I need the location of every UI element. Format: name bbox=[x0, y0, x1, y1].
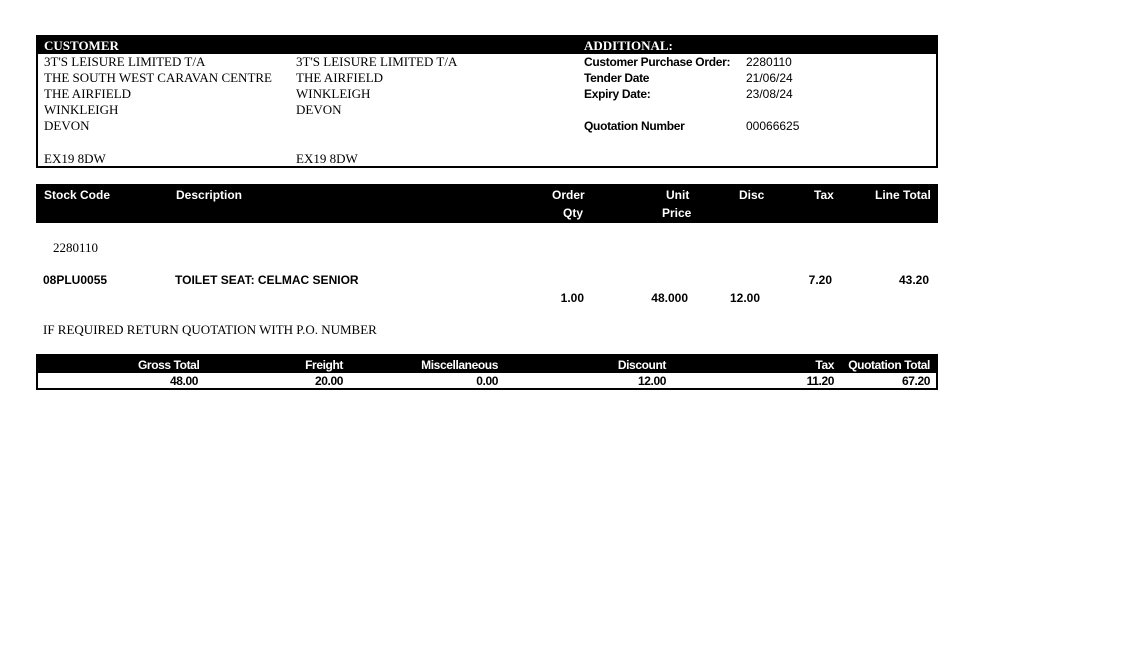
discount-label: Discount bbox=[617, 358, 666, 372]
expiry-date-label: Expiry Date: bbox=[584, 87, 651, 101]
address1-line4: WINKLEIGH bbox=[44, 102, 119, 117]
item-qty: 1.00 bbox=[560, 291, 584, 305]
gross-total-label: Gross Total bbox=[138, 358, 200, 372]
address1-line1: 3T'S LEISURE LIMITED T/A bbox=[44, 54, 206, 69]
item-line-total: 43.20 bbox=[898, 273, 929, 287]
address1-line3: THE AIRFIELD bbox=[44, 86, 132, 101]
tender-date-label: Tender Date bbox=[584, 71, 650, 85]
discount-value: 12.00 bbox=[637, 374, 666, 388]
item-stock-code: 08PLU0055 bbox=[43, 273, 108, 287]
freight-value: 20.00 bbox=[314, 374, 343, 388]
miscellaneous-label: Miscellaneous bbox=[421, 358, 498, 372]
item-description: TOILET SEAT: CELMAC SENIOR bbox=[175, 273, 359, 287]
reference-number: 2280110 bbox=[53, 240, 99, 255]
address2-line2: THE AIRFIELD bbox=[296, 70, 384, 85]
customer-header: CUSTOMER bbox=[44, 38, 119, 53]
quotation-total-label: Quotation Total bbox=[848, 358, 930, 372]
address1-line2: THE SOUTH WEST CARAVAN CENTRE bbox=[44, 70, 273, 85]
tax-value: 11.20 bbox=[806, 374, 834, 388]
item-tax: 7.20 bbox=[808, 273, 832, 287]
items-header-bar bbox=[36, 184, 938, 223]
totals-box bbox=[36, 354, 938, 390]
col-tax: Tax bbox=[814, 188, 834, 202]
col-qty: Qty bbox=[563, 206, 584, 220]
gross-total-value: 48.00 bbox=[169, 374, 198, 388]
po-value: 2280110 bbox=[746, 55, 792, 69]
quotation-number-value: 00066625 bbox=[746, 119, 800, 133]
tax-label: Tax bbox=[815, 358, 834, 372]
address2-line3: WINKLEIGH bbox=[296, 86, 371, 101]
col-price: Price bbox=[662, 206, 692, 220]
miscellaneous-value: 0.00 bbox=[476, 374, 498, 388]
quotation-total-value: 67.20 bbox=[901, 374, 930, 388]
quotation-number-label: Quotation Number bbox=[584, 119, 685, 133]
col-description: Description bbox=[176, 188, 243, 202]
col-stock-code: Stock Code bbox=[44, 188, 111, 202]
col-unit: Unit bbox=[666, 188, 690, 202]
additional-header: ADDITIONAL: bbox=[584, 38, 673, 53]
freight-label: Freight bbox=[305, 358, 343, 372]
return-notice: IF REQUIRED RETURN QUOTATION WITH P.O. NUMBER bbox=[43, 322, 377, 337]
address1-line5: DEVON bbox=[44, 118, 90, 133]
tender-date-value: 21/06/24 bbox=[746, 71, 793, 85]
item-disc: 12.00 bbox=[729, 291, 760, 305]
col-order: Order bbox=[552, 188, 585, 202]
item-unit-price: 48.000 bbox=[651, 291, 688, 305]
address2-line1: 3T'S LEISURE LIMITED T/A bbox=[296, 54, 458, 69]
address2-line4: DEVON bbox=[296, 102, 342, 117]
customer-header-bar bbox=[38, 37, 936, 54]
col-line-total: Line Total bbox=[875, 188, 931, 202]
po-label: Customer Purchase Order: bbox=[584, 55, 731, 69]
col-disc: Disc bbox=[739, 188, 765, 202]
expiry-date-value: 23/08/24 bbox=[746, 87, 793, 101]
address1-postcode: EX19 8DW bbox=[44, 151, 106, 166]
address2-postcode: EX19 8DW bbox=[296, 151, 358, 166]
